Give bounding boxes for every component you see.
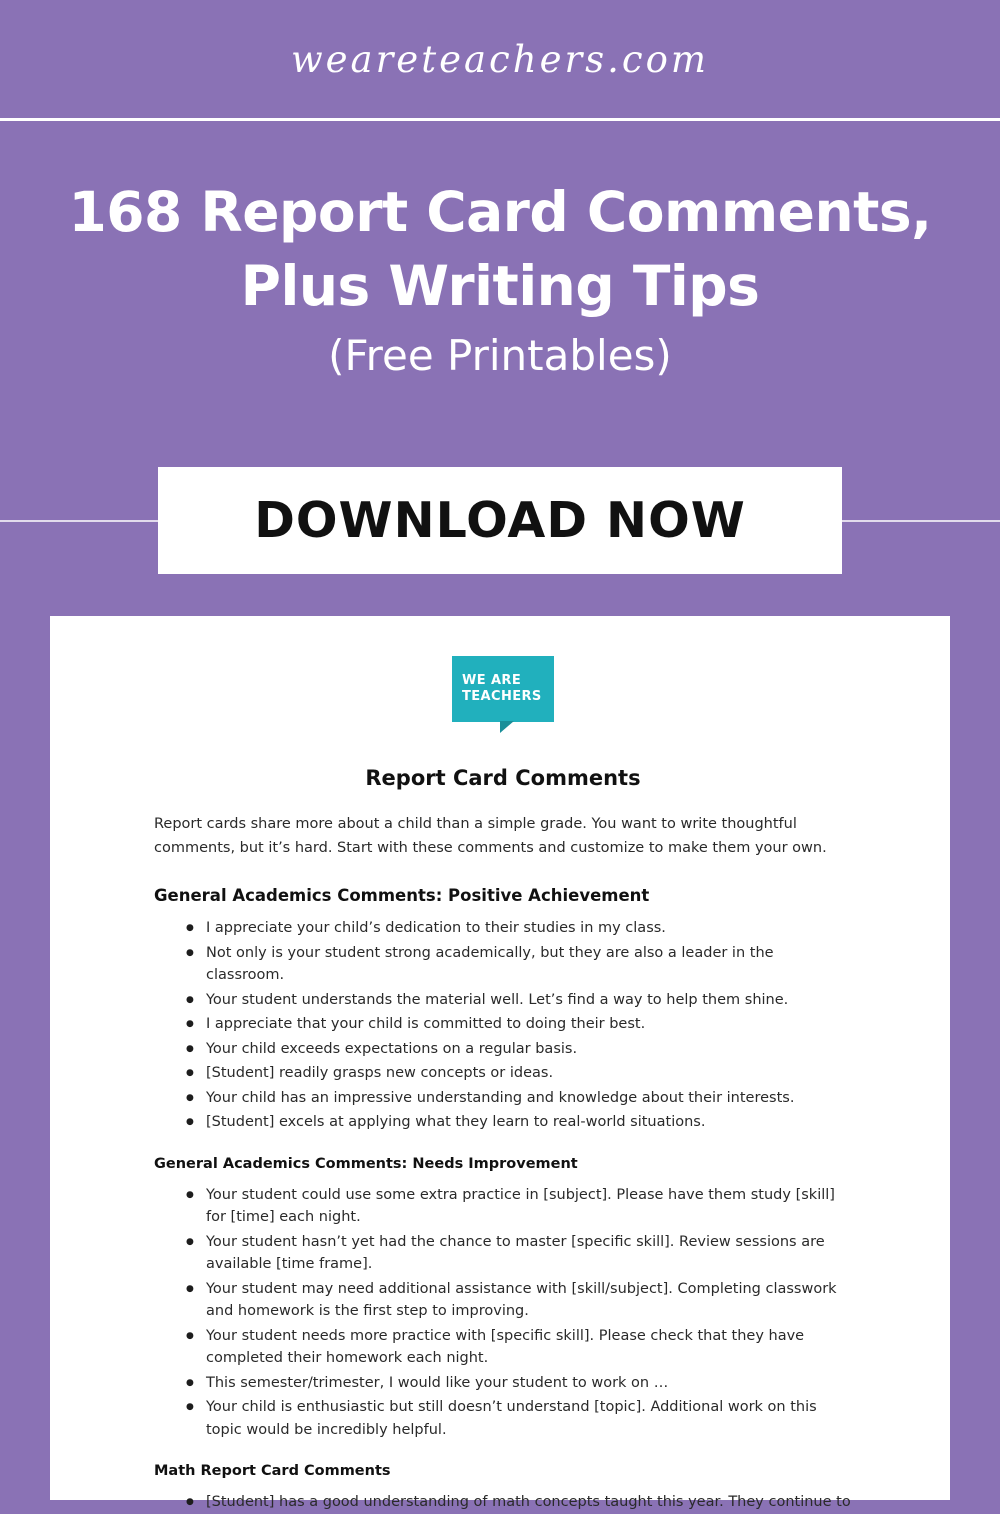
banner-divider [0, 118, 1000, 121]
list-item: ● Your child is enthusiastic but still doesn’t understand [topic]. Additional work on this topic would be incredibly helpful. [206, 1396, 852, 1441]
document-preview[interactable] [50, 616, 950, 1510]
list-item: ● Your child exceeds expectations on a regular basis. [206, 1038, 852, 1061]
page-subtitle: (Free Printables) [328, 331, 672, 380]
list-item: ● I appreciate your child’s dedication to their studies in my class. [206, 917, 852, 940]
page-title-line-2: Plus Writing Tips [240, 254, 760, 318]
download-now-label: DOWNLOAD NOW [254, 492, 746, 549]
document-section [154, 886, 852, 1134]
list-item: ● Your child has an impressive understanding and knowledge about their interests. [206, 1087, 852, 1110]
list-item: ● Your student needs more practice with [specific skill]. Please check that they have completed their homework each night. [206, 1325, 852, 1370]
logo-badge-icon [452, 656, 554, 722]
list-item: ● Your student could use some extra practice in [subject]. Please have them study [skill] for [time] each night. [206, 1184, 852, 1229]
document-section [154, 1463, 852, 1514]
list-item: ● [Student] has a good understanding of math concepts taught this year. They continue to [206, 1491, 852, 1514]
section-list [154, 917, 852, 1134]
section-list [154, 1491, 852, 1514]
list-item: ● Your student may need additional assistance with [skill/subject]. Completing classwork and homework is the first step to improving. [206, 1278, 852, 1323]
list-item: ● Your student hasn’t yet had the chance to master [specific skill]. Review sessions are available [time frame]. [206, 1231, 852, 1276]
document-section [154, 1156, 852, 1442]
section-heading: Math Report Card Comments [154, 1463, 391, 1479]
list-item: ● [Student] excels at applying what they learn to real-world situations. [206, 1111, 852, 1134]
list-item: ● This semester/trimester, I would like your student to work on … [206, 1372, 852, 1395]
list-item: ● Your student understands the material well. Let’s find a way to help them shine. [206, 989, 852, 1012]
weareteachers-logo [154, 656, 852, 722]
section-heading: General Academics Comments: Needs Improvement [154, 1155, 578, 1172]
list-item: ● [Student] readily grasps new concepts or ideas. [206, 1062, 852, 1085]
list-item: ● Not only is your student strong academically, but they are also a leader in the classroom. [206, 942, 852, 987]
list-item: ● I appreciate that your child is committed to doing their best. [206, 1013, 852, 1036]
site-banner [0, 0, 1000, 118]
download-now-button[interactable] [158, 467, 842, 574]
logo-line-1: WE ARE [462, 673, 522, 688]
hero-title-block [0, 175, 1000, 383]
document-intro-paragraph: Report cards share more about a child than a simple grade. You want to write thoughtful comments, but it’s hard. Start with these comments and customize to make them your own. [154, 816, 827, 856]
section-heading: General Academics Comments: Positive Achievement [154, 886, 650, 905]
section-list [154, 1184, 852, 1442]
site-name: weareteachers.com [290, 37, 709, 81]
page-title-line-1: 168 Report Card Comments, [68, 180, 932, 244]
document-title: Report Card Comments [365, 766, 641, 790]
logo-line-2: TEACHERS [462, 689, 542, 704]
